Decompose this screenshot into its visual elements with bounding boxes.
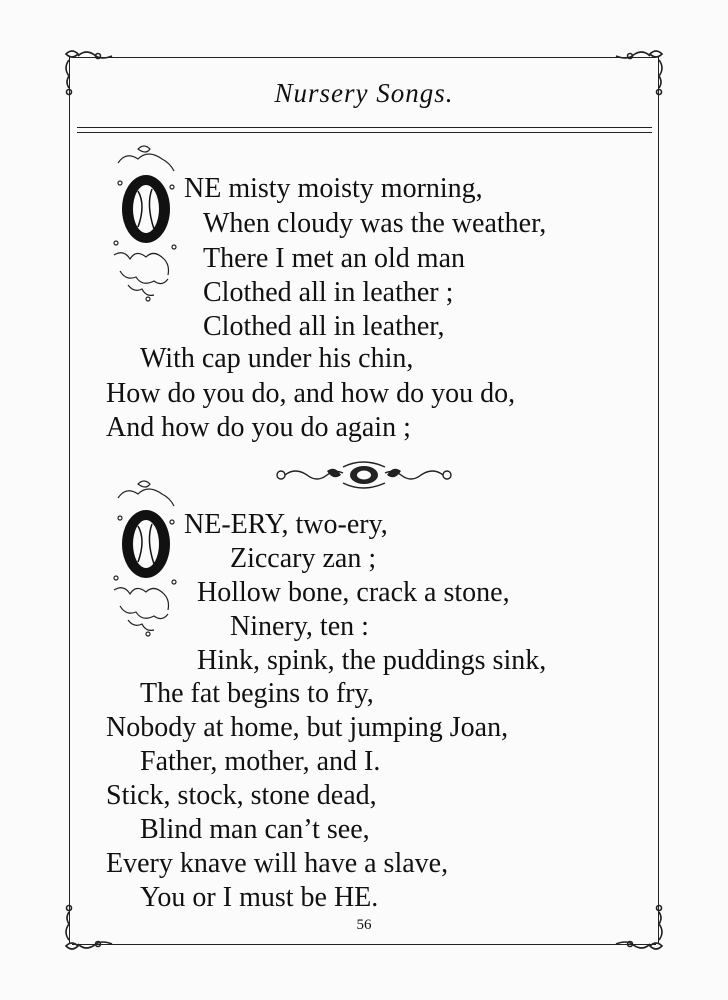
poem-line: NE misty moisty morning, — [184, 173, 483, 204]
ornament-divider-icon — [273, 455, 455, 495]
poem-line: When cloudy was the weather, — [203, 208, 547, 239]
poem-line: You or I must be HE. — [140, 882, 379, 913]
frame-left-rule — [69, 57, 70, 944]
poem-line: Ziccary zan ; — [230, 543, 377, 574]
poem-line: NE-ERY, two-ery, — [184, 509, 388, 540]
poem-line: Clothed all in leather, — [203, 311, 445, 342]
frame-right-rule — [658, 57, 659, 944]
poem-line: Hollow bone, crack a stone, — [197, 577, 510, 608]
poem-line: The fat begins to fry, — [140, 678, 374, 709]
poem-line: With cap under his chin, — [140, 343, 414, 374]
poem-line: Hink, spink, the puddings sink, — [197, 645, 547, 676]
header-rule — [77, 132, 652, 133]
poem-line: Nobody at home, but jumping Joan, — [106, 712, 509, 743]
poem-line: Father, mother, and I. — [140, 746, 381, 777]
poem-line: How do you do, and how do you do, — [106, 378, 516, 409]
drop-cap-ornament — [108, 143, 180, 308]
frame-top-rule — [72, 57, 656, 58]
page-title: Nursery Songs. — [274, 78, 454, 108]
page-number: 56 — [356, 917, 372, 933]
poem-line: Ninery, ten : — [230, 611, 369, 642]
frame-bottom-rule — [72, 944, 656, 945]
poem-line: There I met an old man — [203, 243, 466, 274]
poem-line: Stick, stock, stone dead, — [106, 780, 377, 811]
poem-line: Every knave will have a slave, — [106, 848, 449, 879]
poem-line: Clothed all in leather ; — [203, 277, 454, 308]
poem-line: Blind man can’t see, — [140, 814, 370, 845]
header-rule — [77, 127, 652, 128]
drop-cap-ornament — [108, 478, 180, 643]
poem-line: And how do you do again ; — [106, 412, 411, 443]
